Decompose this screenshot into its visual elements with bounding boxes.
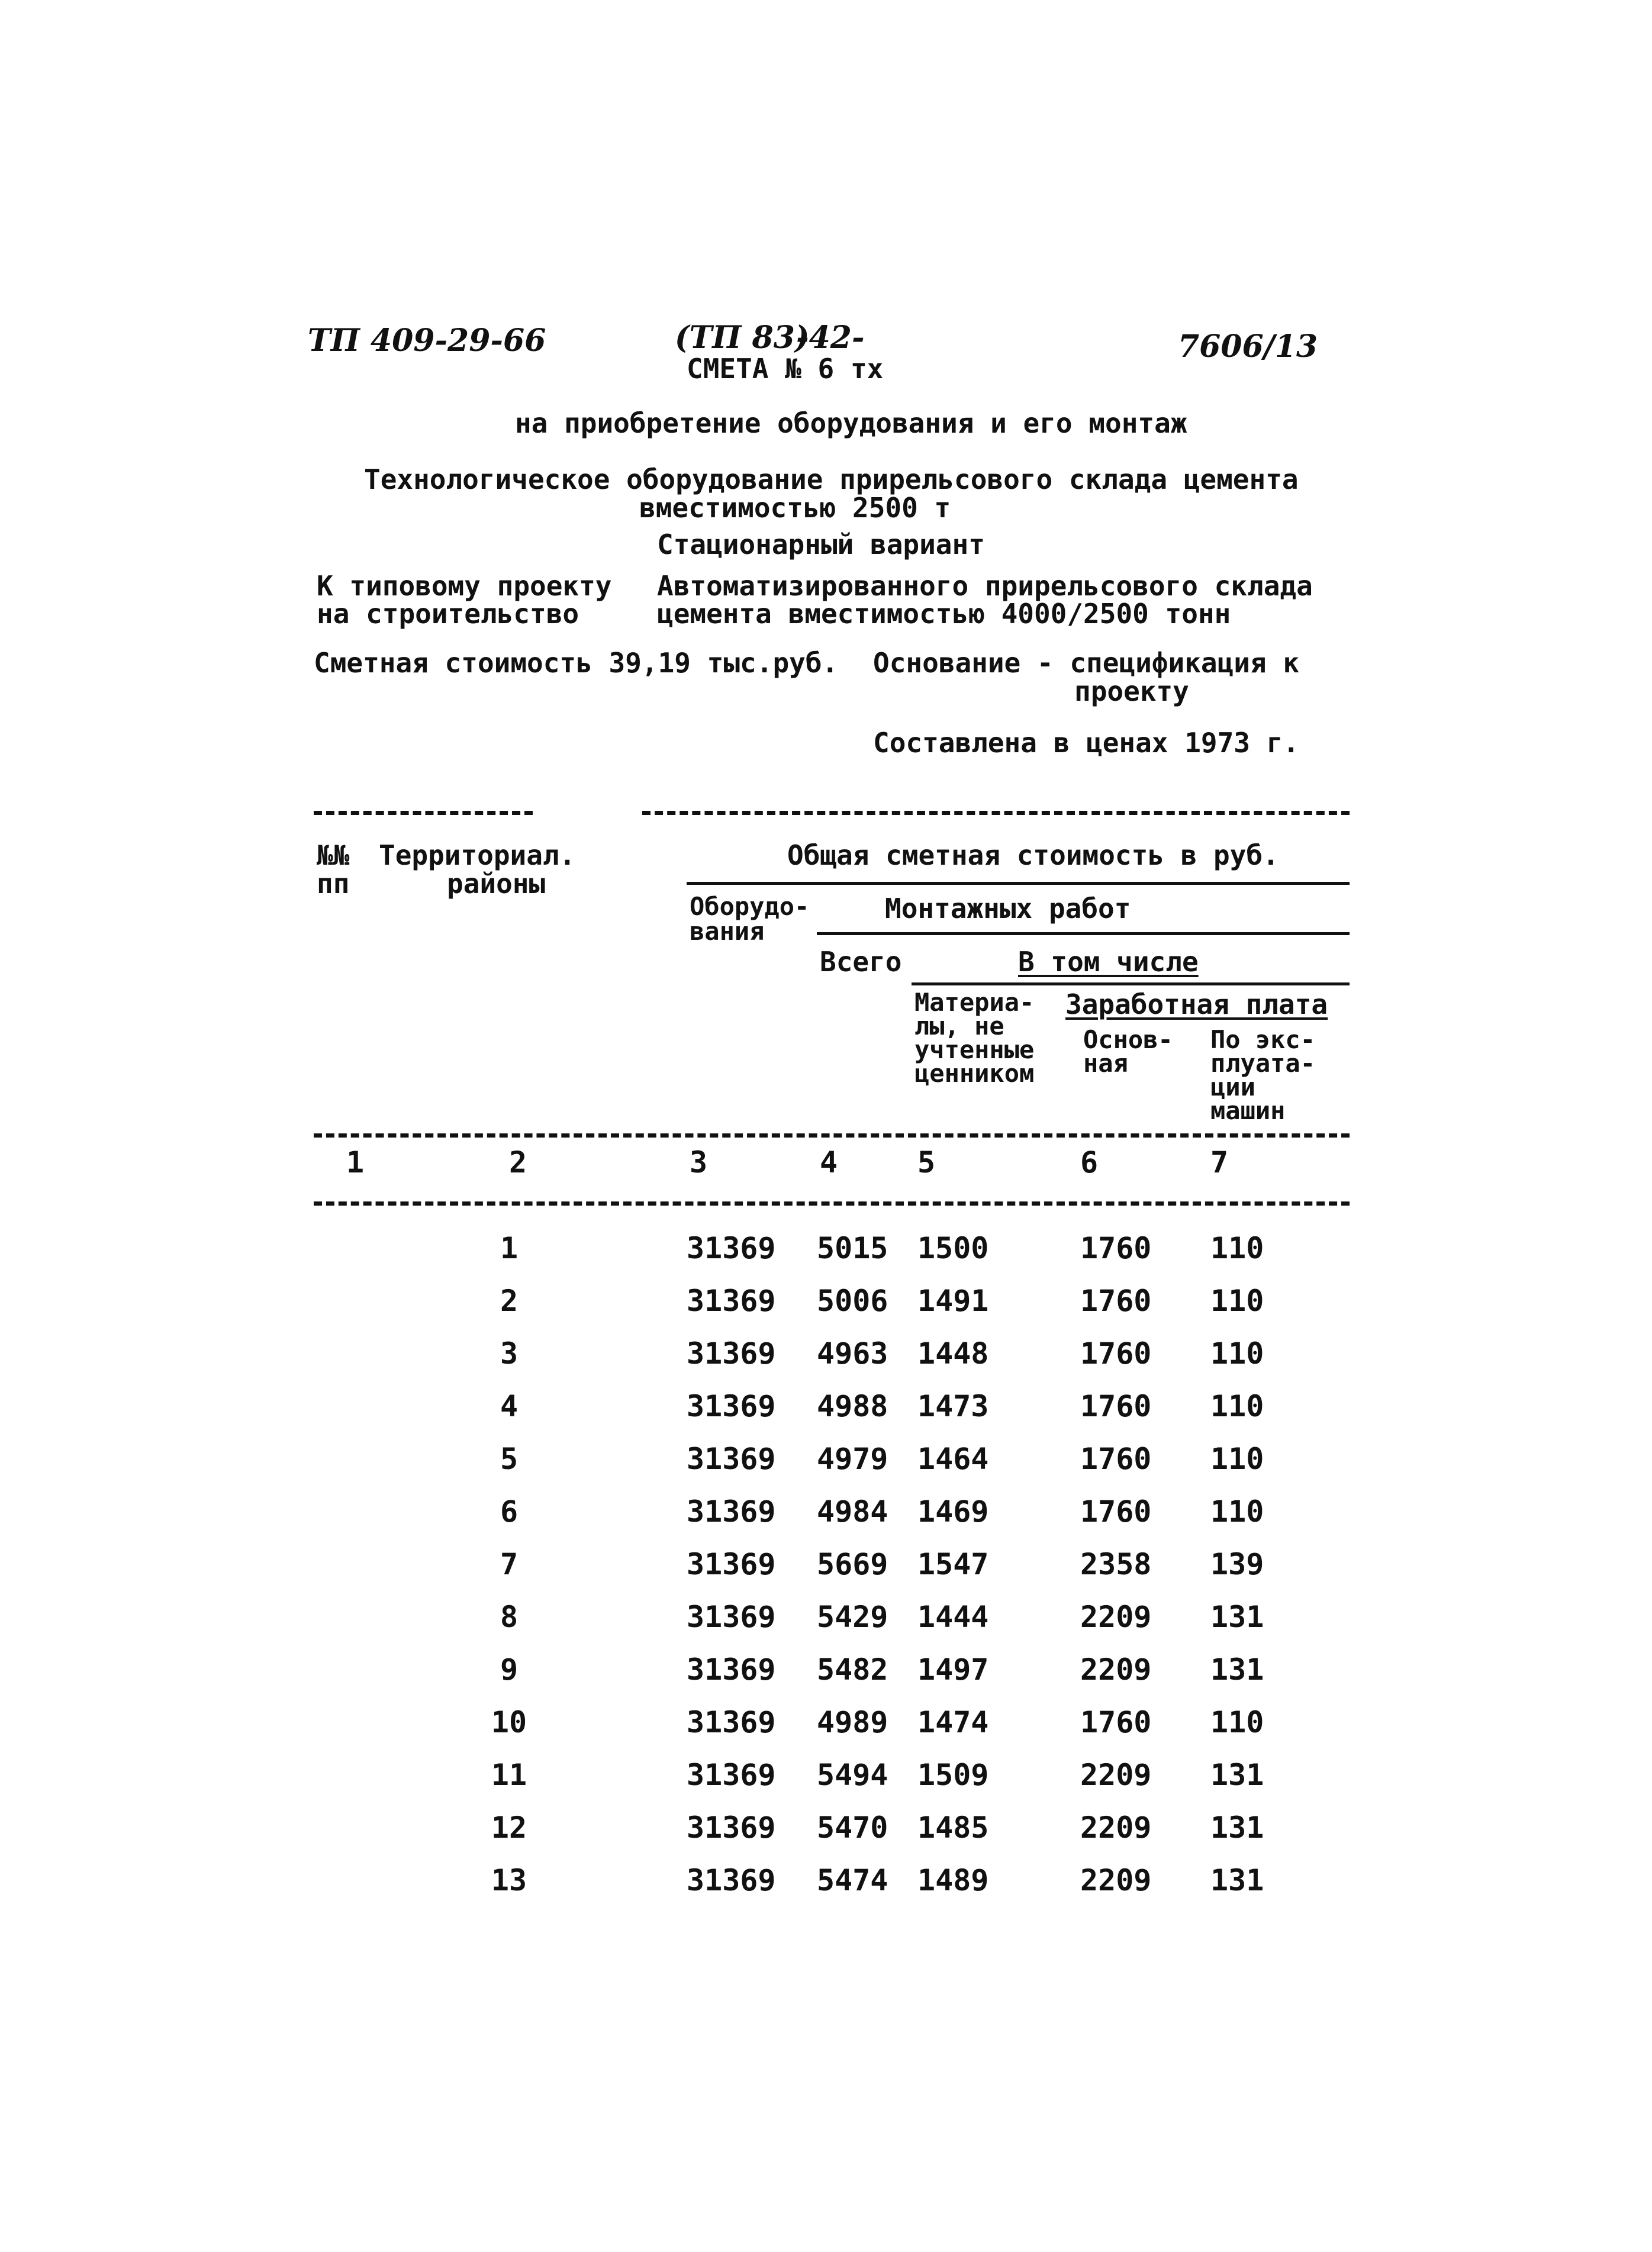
cell-equipment: 31369 bbox=[687, 1336, 776, 1371]
cell-equipment: 31369 bbox=[687, 1442, 776, 1476]
cell-materials: 1509 bbox=[917, 1758, 989, 1792]
cell-basic-wage: 1760 bbox=[1080, 1389, 1152, 1423]
cell-materials: 1444 bbox=[917, 1600, 989, 1634]
cell-equipment: 31369 bbox=[687, 1494, 776, 1529]
cell-machines: 110 bbox=[1210, 1442, 1264, 1476]
including-header-rule bbox=[912, 982, 1350, 985]
cell-region: 12 bbox=[491, 1810, 527, 1845]
cell-machines: 131 bbox=[1210, 1758, 1264, 1792]
cell-basic-wage: 2209 bbox=[1080, 1600, 1152, 1634]
cell-machines: 110 bbox=[1210, 1284, 1264, 1318]
cell-region: 4 bbox=[500, 1389, 519, 1423]
sheet-reference: (ТП 83) bbox=[675, 320, 810, 356]
col-numbers-bottom-rule bbox=[314, 1201, 1350, 1206]
cell-materials: 1469 bbox=[917, 1494, 989, 1529]
cell-install-total: 5474 bbox=[817, 1863, 888, 1897]
col-number-5: 5 bbox=[917, 1145, 936, 1180]
cell-region: 7 bbox=[500, 1547, 519, 1581]
project-value-1: Автоматизированного прирельсового склада bbox=[657, 570, 1313, 602]
col-region-header-1: Территориал. bbox=[379, 839, 576, 871]
cell-materials: 1500 bbox=[917, 1231, 989, 1265]
cell-region: 2 bbox=[500, 1284, 519, 1318]
cell-install-total: 4984 bbox=[817, 1494, 888, 1529]
cell-install-total: 5006 bbox=[817, 1284, 888, 1318]
cell-machines: 131 bbox=[1210, 1652, 1264, 1687]
col-number-header-1: №№ bbox=[317, 839, 350, 871]
group-header-rule bbox=[687, 882, 1350, 885]
cell-materials: 1473 bbox=[917, 1389, 989, 1423]
title-line-2b: вместимостью 2500 т bbox=[639, 492, 951, 524]
project-label-2: на строительство bbox=[317, 598, 579, 630]
cell-basic-wage: 1760 bbox=[1080, 1231, 1152, 1265]
cell-basic-wage: 2209 bbox=[1080, 1863, 1152, 1897]
cell-install-total: 5669 bbox=[817, 1547, 888, 1581]
cell-install-total: 4979 bbox=[817, 1442, 888, 1476]
cell-machines: 131 bbox=[1210, 1810, 1264, 1845]
cell-install-total: 4988 bbox=[817, 1389, 888, 1423]
materials-header-4: ценником bbox=[914, 1059, 1035, 1088]
cell-materials: 1448 bbox=[917, 1336, 989, 1371]
materials-header-1: Материа- bbox=[914, 988, 1035, 1017]
title-line-2a: Технологическое оборудование прирельсового склада цемента bbox=[364, 463, 1299, 495]
estimate-title: СМЕТА № 6 тх bbox=[687, 353, 884, 385]
installation-header: Монтажных работ bbox=[885, 893, 1131, 924]
machines-header-3: ции bbox=[1210, 1072, 1255, 1101]
basic-wage-header-1: Основ- bbox=[1083, 1025, 1173, 1054]
col-number-2: 2 bbox=[509, 1145, 527, 1180]
cell-machines: 110 bbox=[1210, 1389, 1264, 1423]
cell-install-total: 4989 bbox=[817, 1705, 888, 1739]
title-line-1: на приобретение оборудования и его монтаж bbox=[515, 407, 1187, 439]
cell-region: 9 bbox=[500, 1652, 519, 1687]
cell-basic-wage: 1760 bbox=[1080, 1284, 1152, 1318]
col-number-4: 4 bbox=[820, 1145, 838, 1180]
table-top-rule-right bbox=[642, 811, 1350, 815]
cell-equipment: 31369 bbox=[687, 1389, 776, 1423]
cell-equipment: 31369 bbox=[687, 1547, 776, 1581]
cell-machines: 110 bbox=[1210, 1494, 1264, 1529]
document-id: 7606/13 bbox=[1178, 328, 1318, 365]
cell-region: 13 bbox=[491, 1863, 527, 1897]
cell-materials: 1497 bbox=[917, 1652, 989, 1687]
group-header-total-cost: Общая сметная стоимость в руб. bbox=[787, 839, 1279, 871]
cell-region: 3 bbox=[500, 1336, 519, 1371]
machines-header-2: плуата- bbox=[1210, 1049, 1316, 1078]
cell-region: 5 bbox=[500, 1442, 519, 1476]
project-value-2: цемента вместимостью 4000/2500 тонн bbox=[657, 598, 1231, 630]
cell-basic-wage: 1760 bbox=[1080, 1442, 1152, 1476]
cell-basic-wage: 1760 bbox=[1080, 1494, 1152, 1529]
materials-header-2: лы, не bbox=[914, 1011, 1004, 1040]
cell-machines: 110 bbox=[1210, 1231, 1264, 1265]
cell-region: 10 bbox=[491, 1705, 527, 1739]
cell-equipment: 31369 bbox=[687, 1705, 776, 1739]
wages-header: Заработная плата bbox=[1065, 988, 1328, 1020]
basis-line-1: Основание - спецификация к bbox=[873, 647, 1300, 679]
cell-equipment: 31369 bbox=[687, 1758, 776, 1792]
cell-materials: 1464 bbox=[917, 1442, 989, 1476]
cell-equipment: 31369 bbox=[687, 1863, 776, 1897]
cell-region: 8 bbox=[500, 1600, 519, 1634]
col-number-3: 3 bbox=[690, 1145, 708, 1180]
col-number-6: 6 bbox=[1080, 1145, 1099, 1180]
estimated-cost: Сметная стоимость 39,19 тыс.руб. bbox=[314, 647, 839, 679]
installation-header-rule bbox=[817, 932, 1350, 935]
col-region-header-2: районы bbox=[447, 868, 546, 900]
cell-materials: 1485 bbox=[917, 1810, 989, 1845]
cell-equipment: 31369 bbox=[687, 1652, 776, 1687]
cell-machines: 110 bbox=[1210, 1705, 1264, 1739]
cell-equipment: 31369 bbox=[687, 1284, 776, 1318]
cell-region: 11 bbox=[491, 1758, 527, 1792]
cell-materials: 1489 bbox=[917, 1863, 989, 1897]
cell-machines: 131 bbox=[1210, 1600, 1264, 1634]
cell-machines: 131 bbox=[1210, 1863, 1264, 1897]
cell-materials: 1474 bbox=[917, 1705, 989, 1739]
cell-install-total: 5015 bbox=[817, 1231, 888, 1265]
cell-basic-wage: 2209 bbox=[1080, 1758, 1152, 1792]
cell-equipment: 31369 bbox=[687, 1810, 776, 1845]
cell-basic-wage: 1760 bbox=[1080, 1336, 1152, 1371]
page-number: -42- bbox=[796, 320, 865, 356]
cell-install-total: 4963 bbox=[817, 1336, 888, 1371]
total-header: Всего bbox=[820, 946, 902, 978]
cell-equipment: 31369 bbox=[687, 1600, 776, 1634]
machines-header-1: По экс- bbox=[1210, 1025, 1316, 1054]
col-number-1: 1 bbox=[346, 1145, 365, 1180]
equipment-header-1: Оборудо- bbox=[690, 892, 810, 921]
cell-basic-wage: 2209 bbox=[1080, 1652, 1152, 1687]
materials-header-3: учтенные bbox=[914, 1035, 1035, 1064]
cell-region: 1 bbox=[500, 1231, 519, 1265]
cell-basic-wage: 1760 bbox=[1080, 1705, 1152, 1739]
document-code: ТП 409-29-66 bbox=[308, 323, 546, 359]
table-top-rule-left bbox=[314, 811, 533, 815]
cell-materials: 1491 bbox=[917, 1284, 989, 1318]
machines-header-4: машин bbox=[1210, 1096, 1286, 1125]
basic-wage-header-2: ная bbox=[1083, 1049, 1128, 1078]
cell-install-total: 5494 bbox=[817, 1758, 888, 1792]
price-basis: Составлена в ценах 1973 г. bbox=[873, 727, 1300, 759]
cell-machines: 139 bbox=[1210, 1547, 1264, 1581]
project-label-1: К типовому проекту bbox=[317, 570, 612, 602]
cell-equipment: 31369 bbox=[687, 1231, 776, 1265]
including-header: В том числе bbox=[1018, 946, 1199, 978]
variant-label: Стационарный вариант bbox=[657, 529, 985, 560]
cell-region: 6 bbox=[500, 1494, 519, 1529]
col-number-header-2: пп bbox=[317, 868, 350, 900]
col-number-7: 7 bbox=[1210, 1145, 1229, 1180]
cell-basic-wage: 2209 bbox=[1080, 1810, 1152, 1845]
equipment-header-2: вания bbox=[690, 917, 765, 946]
cell-machines: 110 bbox=[1210, 1336, 1264, 1371]
cell-basic-wage: 2358 bbox=[1080, 1547, 1152, 1581]
cell-install-total: 5470 bbox=[817, 1810, 888, 1845]
basis-line-2: проекту bbox=[1074, 675, 1189, 707]
cell-install-total: 5482 bbox=[817, 1652, 888, 1687]
cell-install-total: 5429 bbox=[817, 1600, 888, 1634]
col-numbers-top-rule bbox=[314, 1133, 1350, 1138]
cell-materials: 1547 bbox=[917, 1547, 989, 1581]
